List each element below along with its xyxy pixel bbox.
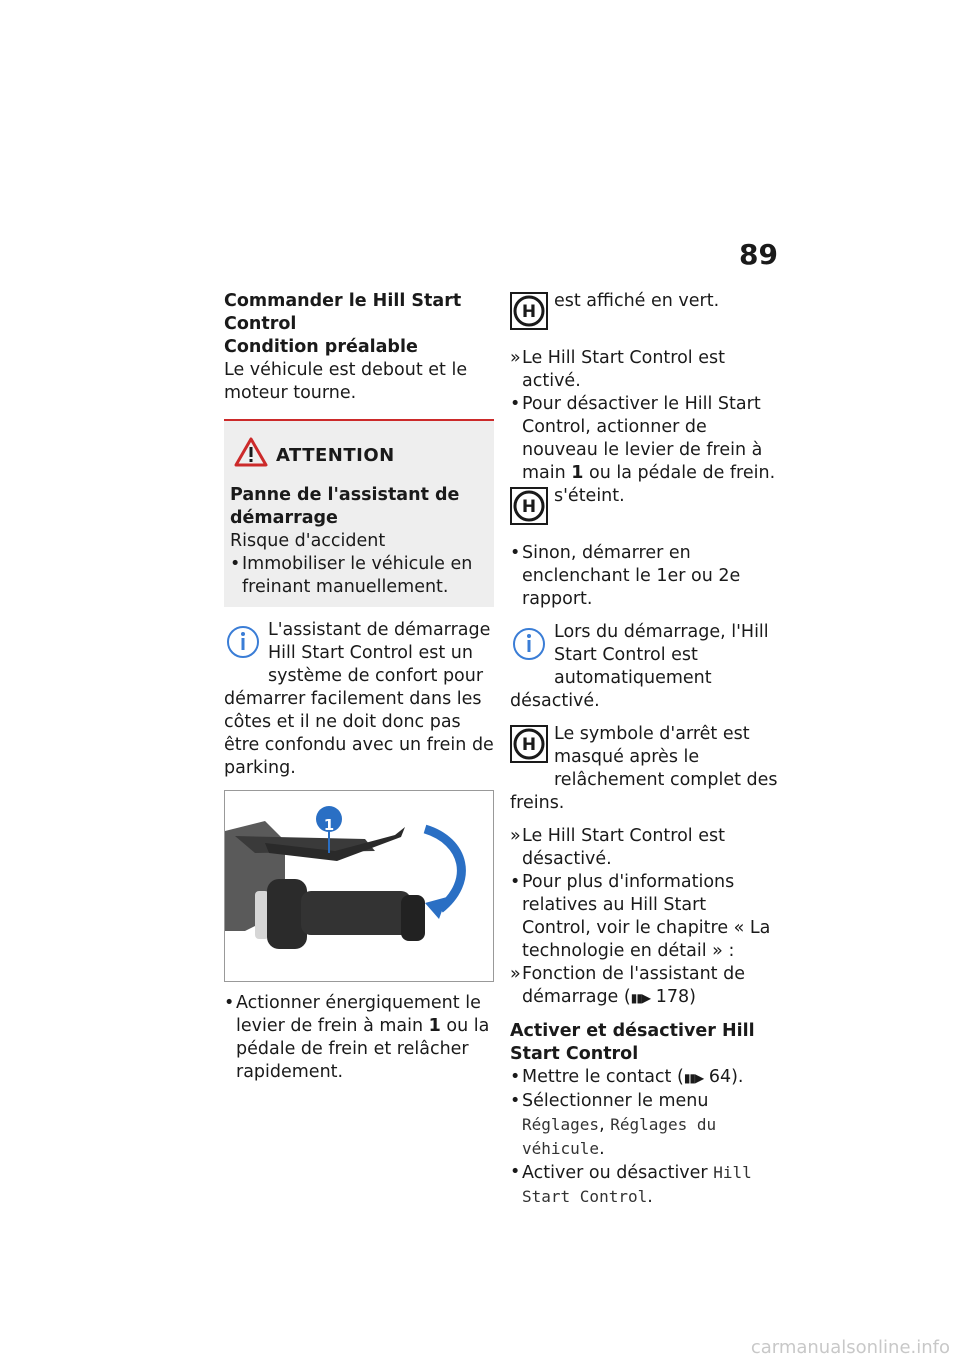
svg-text:H: H <box>521 302 537 322</box>
symbol-hidden-text: Le symbole d'arrêt est masqué après le relâchement complet des freins. <box>510 724 778 813</box>
menu-vehicle-settings: Réglages du véhicule <box>522 1115 717 1158</box>
figure-callout-1: 1 <box>323 816 335 834</box>
more-info-bullet: • Pour plus d'informations relatives au Hill Start Control, voir le chapitre « La technologie en détail » : <box>510 871 780 963</box>
warning-triangle-icon <box>234 437 268 474</box>
watermark: carmanualsonline.info <box>750 1337 950 1358</box>
hill-start-shown-note <box>510 290 780 337</box>
symbol-hidden-note <box>510 723 780 815</box>
auto-off-text: Lors du démarrage, l'Hill Start Control est automatiquement désactivé. <box>510 622 769 711</box>
right-column <box>510 290 780 1209</box>
section-heading: Commander le Hill Start Control <box>224 291 462 334</box>
svg-text:H: H <box>521 735 537 755</box>
step1-bullet: • Mettre le contact (▮▮▶ 64). <box>510 1066 780 1090</box>
hill-start-h-icon <box>510 487 548 532</box>
menu-settings: Réglages <box>522 1115 600 1134</box>
callout-ref: 1 <box>428 1016 441 1036</box>
warning-subtitle: Panne de l'assistant de démarrage <box>230 485 460 528</box>
reference-link[interactable]: » Fonction de l'assistant de démarrage (▮▮▶ 178) <box>510 963 780 1010</box>
info-icon <box>224 621 262 668</box>
deactivate-bullet: • Pour désactiver le Hill Start Control, actionner de nouveau le levier de frein à main 1 ou la pédale de frein. <box>510 393 780 485</box>
warning-label: ATTENTION <box>276 445 395 466</box>
info-icon <box>510 623 548 670</box>
info-text: L'assistant de démarrage Hill Start Control est un système de confort pour démarrer facilement dans les côtes et il ne doit donc pas être confondu avec un frein de parking. <box>224 620 494 778</box>
precondition-heading: Condition préalable <box>224 337 418 357</box>
step2-bullet: • Sélectionner le menu Réglages, Réglages du véhicule. <box>510 1090 780 1161</box>
hill-start-off-note <box>510 485 780 532</box>
goes-off-text: s'éteint. <box>554 486 625 506</box>
menu-hill-start-control: Hill Start Control <box>522 1163 752 1206</box>
page-number: 89 <box>739 238 778 271</box>
hill-start-h-icon <box>510 292 548 337</box>
brake-lever-figure <box>224 790 494 982</box>
shown-green-text: est affiché en vert. <box>554 291 720 311</box>
step-bullet: • Actionner énergiquement le levier de frein à main 1 ou la pédale de frein et relâcher rapidement. <box>224 992 494 1084</box>
warning-header <box>234 437 488 474</box>
warning-bullet: • Immobiliser le véhicule en freinant manuellement. <box>230 553 488 599</box>
otherwise-bullet: • Sinon, démarrer en enclenchant le 1er ou 2e rapport. <box>510 542 780 611</box>
result-active: » Le Hill Start Control est activé. <box>510 347 780 393</box>
hill-start-h-icon <box>510 725 548 770</box>
activate-heading: Activer et désactiver Hill Start Control <box>510 1021 755 1064</box>
left-column <box>224 290 494 1084</box>
result-inactive: » Le Hill Start Control est désactivé. <box>510 825 780 871</box>
warning-risk: Risque d'accident <box>230 531 386 551</box>
page-reference-arrow-icon: ▮▮▶ <box>683 1071 704 1085</box>
warning-box <box>224 419 494 607</box>
auto-off-note <box>510 621 780 713</box>
precondition-text: Le véhicule est debout et le moteur tourne. <box>224 360 468 403</box>
page-reference-arrow-icon: ▮▮▶ <box>630 991 651 1005</box>
svg-text:H: H <box>521 497 537 517</box>
info-note <box>224 619 494 780</box>
step3-bullet: • Activer ou désactiver Hill Start Control. <box>510 1161 780 1209</box>
